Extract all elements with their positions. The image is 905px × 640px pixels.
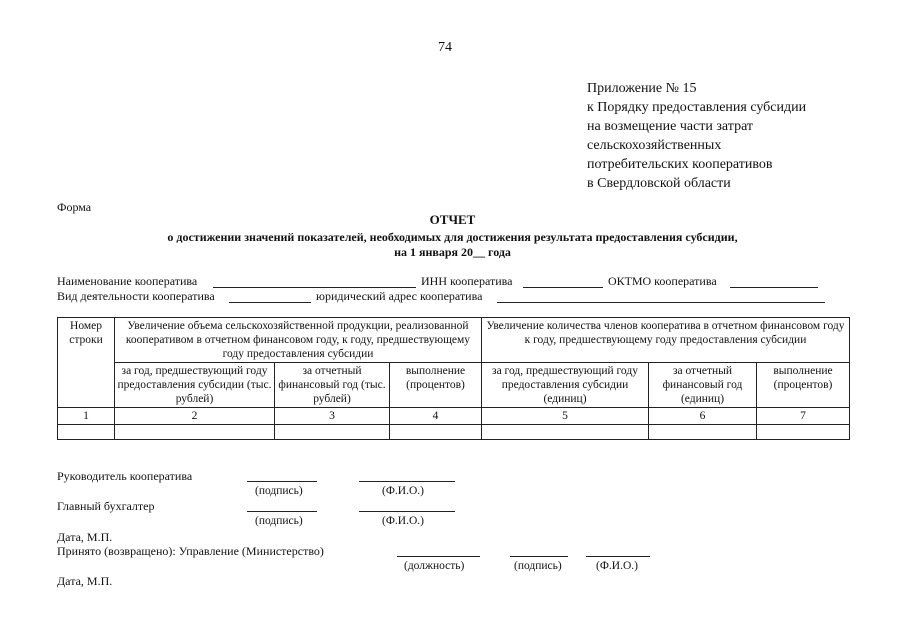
accountant-fio-line[interactable] [359, 511, 455, 512]
table-row [58, 425, 850, 440]
fio-caption: (Ф.И.О.) [382, 485, 424, 497]
activity-field[interactable] [229, 302, 311, 303]
signature-caption: (подпись) [255, 485, 303, 497]
signature-caption: (подпись) [514, 560, 562, 572]
report-subtitle: о достижении значений показателей, необходимых для достижения результата предоставления субсидии, [167, 230, 738, 244]
position-caption: (должность) [404, 560, 465, 572]
appendix-block [587, 79, 847, 193]
head-signature-line[interactable] [247, 481, 317, 482]
header-group-members: Увеличение количества членов кооператива в отчетном финансовом году к году, предшествующему году предоставления субсидии [482, 318, 850, 363]
coop-name-label: Наименование кооператива [57, 274, 198, 288]
header-row-number: Номер строки [58, 318, 115, 408]
head-label: Руководитель кооператива [57, 469, 193, 483]
fio-caption: (Ф.И.О.) [596, 560, 638, 572]
address-field[interactable] [497, 302, 825, 303]
oktmo-field[interactable] [730, 287, 818, 288]
table-cell[interactable] [482, 425, 649, 440]
header-col-3: за отчетный финансовый год (тыс. рублей) [275, 363, 390, 408]
col-number: 4 [390, 408, 482, 425]
activity-label: Вид деятельности кооператива [57, 289, 215, 303]
date-stamp-label: Дата, М.П. [57, 530, 113, 544]
table-cell[interactable] [58, 425, 115, 440]
accepted-label: Принято (возвращено): Управление (Министерство) [57, 544, 324, 558]
header-col-2: за год, предшествующий году предоставления субсидии (тыс. рублей) [115, 363, 275, 408]
accepted-fio-line[interactable] [586, 556, 650, 557]
table-cell[interactable] [649, 425, 757, 440]
signature-caption: (подпись) [255, 515, 303, 527]
header-col-6: за отчетный финансовый год (единиц) [649, 363, 757, 408]
col-number: 1 [58, 408, 115, 425]
col-number: 3 [275, 408, 390, 425]
report-date-line: на 1 января 20__ года [394, 245, 511, 259]
accountant-signature-line[interactable] [247, 511, 317, 512]
table-cell[interactable] [275, 425, 390, 440]
report-title: ОТЧЕТ [429, 212, 476, 227]
header-col-4: выполнение (процентов) [390, 363, 482, 408]
accepted-signature-line[interactable] [510, 556, 568, 557]
oktmo-label: ОКТМО кооператива [608, 274, 717, 288]
header-col-5: за год, предшествующий году предоставления субсидии (единиц) [482, 363, 649, 408]
col-number: 5 [482, 408, 649, 425]
table-cell[interactable] [115, 425, 275, 440]
column-number-row [58, 408, 850, 425]
accountant-label: Главный бухгалтер [57, 499, 155, 513]
appendix-line: в Свердловской области [587, 176, 731, 191]
fio-caption: (Ф.И.О.) [382, 515, 424, 527]
appendix-line: потребительских кооперативов [587, 157, 773, 172]
head-fio-line[interactable] [359, 481, 455, 482]
col-number: 6 [649, 408, 757, 425]
form-label: Форма [57, 200, 92, 214]
coop-name-field[interactable] [213, 287, 416, 288]
inn-label: ИНН кооператива [421, 274, 513, 288]
header-col-7: выполнение (процентов) [757, 363, 850, 408]
col-number: 7 [757, 408, 850, 425]
inn-field[interactable] [523, 287, 603, 288]
appendix-line: сельскохозяйственных [587, 138, 722, 153]
report-table [57, 317, 850, 440]
address-label: юридический адрес кооператива [316, 289, 483, 303]
appendix-line: Приложение № 15 [587, 81, 697, 96]
date-stamp-label-2: Дата, М.П. [57, 574, 113, 588]
header-group-production: Увеличение объема сельскохозяйственной продукции, реализованной кооперативом в отчетном финансовом году, к году, предшествующему году предоставления субсидии [115, 318, 482, 363]
appendix-line: на возмещение части затрат [587, 119, 754, 134]
table-cell[interactable] [757, 425, 850, 440]
col-number: 2 [115, 408, 275, 425]
page-number: 74 [438, 40, 452, 55]
appendix-line: к Порядку предоставления субсидии [587, 100, 807, 115]
table-cell[interactable] [390, 425, 482, 440]
position-line[interactable] [397, 556, 480, 557]
